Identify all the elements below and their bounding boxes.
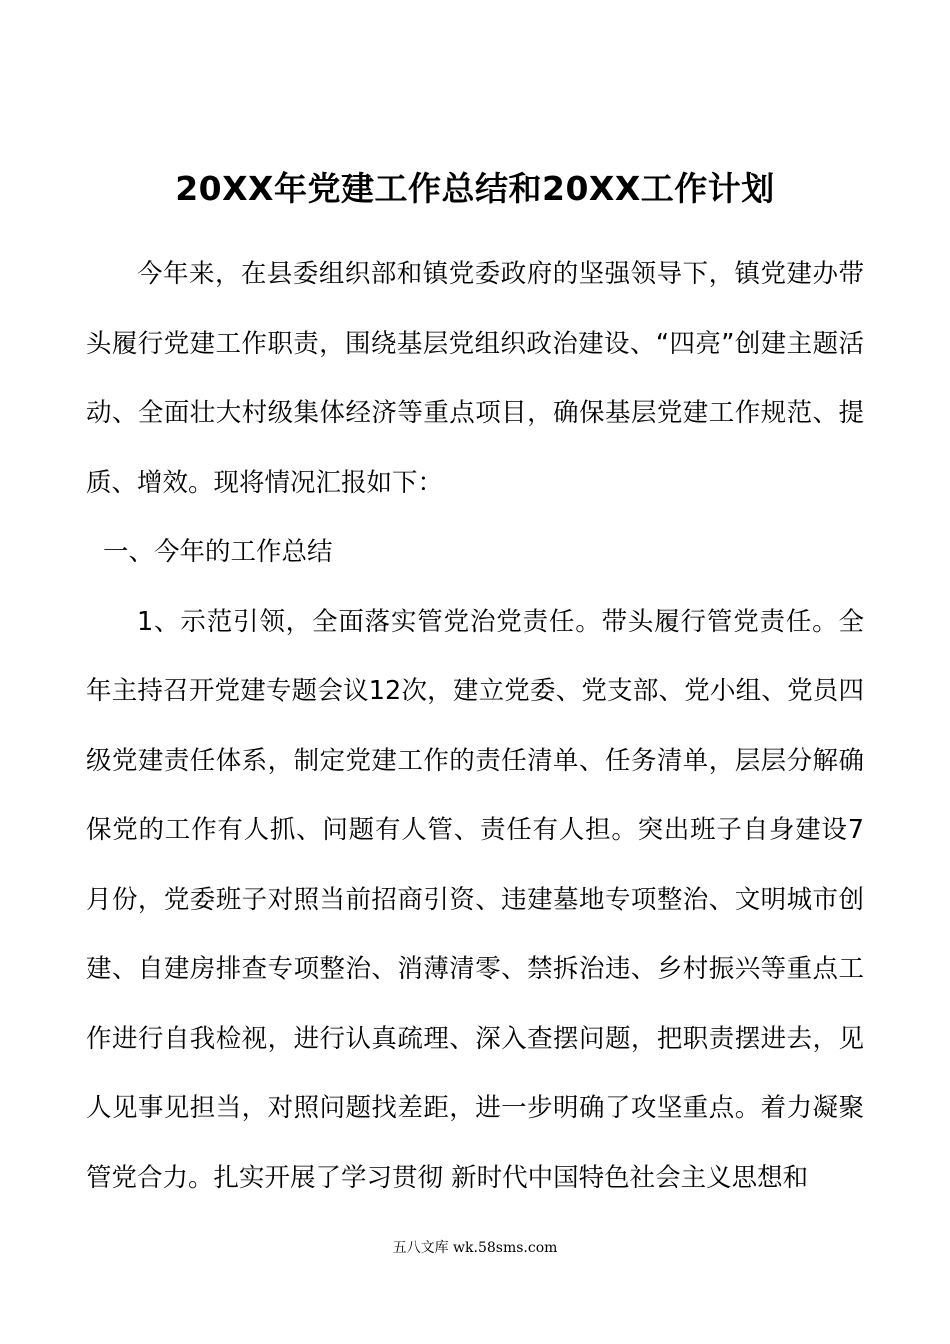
document-title: 20XX年党建工作总结和20XX工作计划 [175, 169, 775, 209]
intro-paragraph: 今年来，在县委组织部和镇党委政府的坚强领导下，镇党建办带头履行党建工作职责，围绕基层党组织政治建设、“四亮”创建主题活动、全面壮大村级集体经济等重点项目，确保基层党建工作规范、提质、增效。现将情况汇报如下： [86, 259, 864, 498]
section-heading: 一、今年的工作总结 [103, 537, 333, 567]
footer-watermark: 五八文库 wk.58sms.com [392, 1240, 558, 1256]
summary-paragraph: 1、示范引领，全面落实管党治党责任。带头履行管党责任。全年主持召开党建专题会议12次，建立党委、党支部、党小组、党员四级党建责任体系，制定党建工作的责任清单、任务清单，层层分解确保党的工作有人抓、问题有人管、责任有人担。突出班子自身建设7月份，党委班子对照当前招商引资、违建墓地专项整治、文明城市创建、自建房排查专项整治、消薄清零、禁拆治违、乡村振兴等重点工作进行自我检视，进行认真疏理、深入查摆问题，把职责摆进去，见人见事见担当，对照问题找差距，进一步明确了攻坚重点。着力凝聚管党合力。扎实开展了学习贯彻 新时代中国特色社会主义思想和 [86, 606, 864, 1193]
document-body [86, 240, 864, 1213]
